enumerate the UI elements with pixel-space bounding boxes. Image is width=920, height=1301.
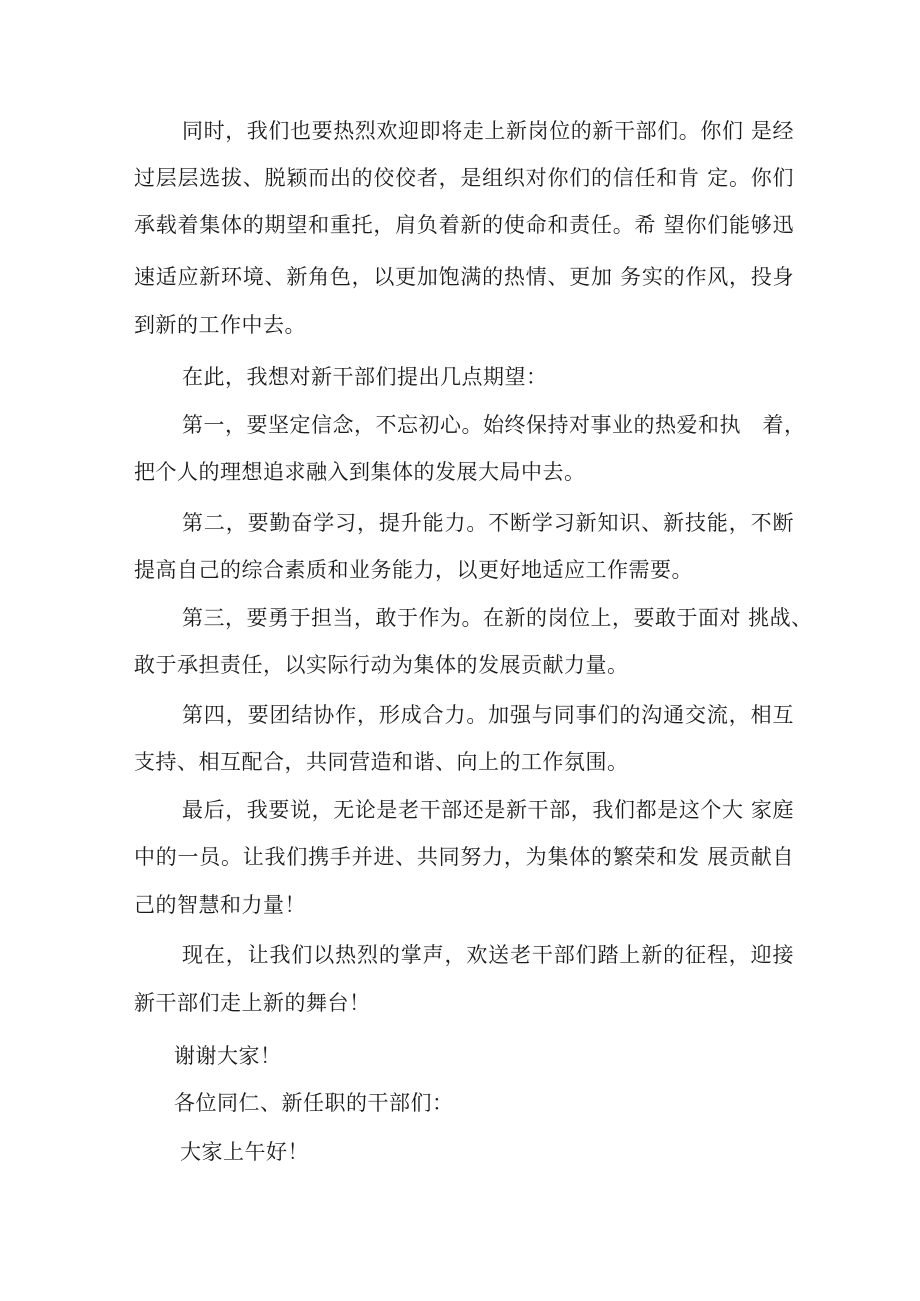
paragraph-5-line-1: 第三，要勇于担当，敢于作为。在新的岗位上，要敢于面对 挑战、 xyxy=(182,606,813,630)
salutation-line: 各位同仁、新任职的干部们： xyxy=(174,1091,454,1115)
paragraph-4-line-2: 提高自己的综合素质和业务能力，以更好地适应工作需要。 xyxy=(134,558,693,582)
paragraph-2-line-1: 在此，我想对新干部们提出几点期望： xyxy=(182,365,548,389)
paragraph-1-line-2: 过层层选拔、脱颖而出的佼佼者，是组织对你们的信任和肯 定。你们 xyxy=(134,166,794,190)
paragraph-5-line-2: 敢于承担责任，以实际行动为集体的发展贡献力量。 xyxy=(134,653,629,677)
paragraph-1-line-3: 承载着集体的期望和重托，肩负着新的使命和责任。希 望你们能够迅 xyxy=(134,213,794,237)
paragraph-7-line-3: 己的智慧和力量！ xyxy=(134,893,306,917)
paragraph-7-line-1: 最后，我要说，无论是老干部还是新干部，我们都是这个大 家庭 xyxy=(182,798,794,822)
paragraph-6-line-1: 第四，要团结协作，形成合力。加强与同事们的沟通交流，相互 xyxy=(182,703,794,727)
paragraph-8-line-1: 现在，让我们以热烈的掌声，欢送老干部们踏上新的征程，迎接 xyxy=(182,943,794,967)
paragraph-1-line-4: 速适应新环境、新角色，以更加饱满的热情、更加 务实的作风，投身 xyxy=(134,265,794,289)
paragraph-7-line-2: 中的一员。让我们携手并进、共同努力，为集体的繁荣和发 展贡献自 xyxy=(134,845,794,869)
paragraph-6-line-2: 支持、相互配合，共同营造和谐、向上的工作氛围。 xyxy=(134,750,629,774)
thanks-line: 谢谢大家！ xyxy=(174,1044,282,1068)
paragraph-3-line-1: 第一，要坚定信念，不忘初心。始终保持对事业的热爱和执 着， xyxy=(182,413,806,437)
greeting-line: 大家上午好！ xyxy=(180,1140,309,1164)
paragraph-4-line-1: 第二，要勤奋学习，提升能力。不断学习新知识、新技能，不断 xyxy=(182,511,794,535)
paragraph-1-line-1: 同时，我们也要热烈欢迎即将走上新岗位的新干部们。你们 是经 xyxy=(182,119,794,143)
paragraph-1-line-5: 到新的工作中去。 xyxy=(134,313,306,337)
paragraph-8-line-2: 新干部们走上新的舞台！ xyxy=(134,991,371,1015)
paragraph-3-line-2: 把个人的理想追求融入到集体的发展大局中去。 xyxy=(134,460,586,484)
